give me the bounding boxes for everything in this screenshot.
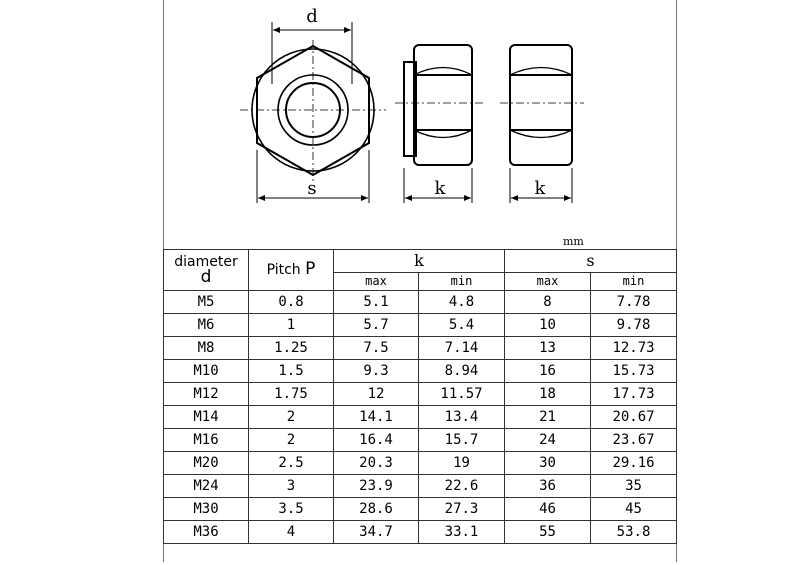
table-row [164, 337, 677, 360]
cell-pitch: 3.5 [249, 498, 334, 521]
table-row [164, 360, 677, 383]
cell-s-min: 12.73 [591, 337, 677, 360]
table-row [164, 291, 677, 314]
cell-k-max: 5.7 [334, 314, 419, 337]
header-k-min: min [419, 273, 505, 291]
cell-k-max: 28.6 [334, 498, 419, 521]
cell-s-min: 23.67 [591, 429, 677, 452]
cell-k-max: 5.1 [334, 291, 419, 314]
cell-s-max: 24 [505, 429, 591, 452]
cell-s-min: 15.73 [591, 360, 677, 383]
cell-s-min: 7.78 [591, 291, 677, 314]
cell-s-max: 8 [505, 291, 591, 314]
cell-pitch: 1.75 [249, 383, 334, 406]
header-d-symbol: d [200, 266, 212, 287]
nut-dimension-table [163, 249, 677, 544]
hex-nut-technical-drawing [0, 0, 800, 250]
cell-k-min: 33.1 [419, 521, 505, 544]
cell-k-min: 11.57 [419, 383, 505, 406]
table-row [164, 521, 677, 544]
cell-size: M36 [164, 521, 249, 544]
header-s-group: s [505, 250, 677, 273]
cell-pitch: 2 [249, 429, 334, 452]
cell-s-max: 16 [505, 360, 591, 383]
header-pitch-label: Pitch [266, 262, 301, 278]
front-view [240, 22, 386, 203]
cell-k-min: 22.6 [419, 475, 505, 498]
cell-k-max: 9.3 [334, 360, 419, 383]
cell-size: M8 [164, 337, 249, 360]
cell-size: M30 [164, 498, 249, 521]
cell-size: M10 [164, 360, 249, 383]
cell-pitch: 0.8 [249, 291, 334, 314]
cell-k-min: 5.4 [419, 314, 505, 337]
cell-size: M24 [164, 475, 249, 498]
cell-k-min: 8.94 [419, 360, 505, 383]
unit-label: mm [563, 235, 584, 248]
cell-s-max: 55 [505, 521, 591, 544]
header-diameter [164, 250, 249, 291]
k-dimension-label-plain: k [534, 178, 546, 199]
table-row [164, 452, 677, 475]
header-k-group: k [334, 250, 505, 273]
cell-size: M20 [164, 452, 249, 475]
table-row [164, 475, 677, 498]
cell-s-max: 46 [505, 498, 591, 521]
cell-k-min: 15.7 [419, 429, 505, 452]
header-diameter-label: diameter [174, 253, 238, 270]
cell-k-max: 7.5 [334, 337, 419, 360]
cell-pitch: 1 [249, 314, 334, 337]
cell-k-max: 16.4 [334, 429, 419, 452]
k-dimension-label-side: k [434, 178, 446, 199]
cell-pitch: 2.5 [249, 452, 334, 475]
cell-k-max: 34.7 [334, 521, 419, 544]
cell-s-max: 13 [505, 337, 591, 360]
cell-size: M6 [164, 314, 249, 337]
cell-s-max: 36 [505, 475, 591, 498]
cell-k-max: 14.1 [334, 406, 419, 429]
cell-size: M16 [164, 429, 249, 452]
cell-k-max: 23.9 [334, 475, 419, 498]
cell-s-min: 17.73 [591, 383, 677, 406]
header-p-symbol: P [305, 259, 316, 279]
cell-k-min: 19 [419, 452, 505, 475]
cell-pitch: 4 [249, 521, 334, 544]
cell-pitch: 1.25 [249, 337, 334, 360]
cell-s-min: 29.16 [591, 452, 677, 475]
table-row [164, 383, 677, 406]
cell-s-max: 30 [505, 452, 591, 475]
header-s-max: max [505, 273, 591, 291]
cell-k-min: 4.8 [419, 291, 505, 314]
table-row [164, 406, 677, 429]
cell-s-min: 9.78 [591, 314, 677, 337]
header-s-min: min [591, 273, 677, 291]
cell-k-max: 12 [334, 383, 419, 406]
cell-k-min: 27.3 [419, 498, 505, 521]
table-row [164, 429, 677, 452]
cell-pitch: 1.5 [249, 360, 334, 383]
cell-size: M5 [164, 291, 249, 314]
cell-s-max: 18 [505, 383, 591, 406]
cell-k-max: 20.3 [334, 452, 419, 475]
cell-s-min: 45 [591, 498, 677, 521]
cell-s-min: 35 [591, 475, 677, 498]
table-row [164, 314, 677, 337]
cell-size: M14 [164, 406, 249, 429]
table-header-row [164, 250, 677, 273]
cell-size: M12 [164, 383, 249, 406]
cell-k-min: 7.14 [419, 337, 505, 360]
cell-k-min: 13.4 [419, 406, 505, 429]
cell-s-min: 53.8 [591, 521, 677, 544]
header-pitch [249, 250, 334, 291]
cell-pitch: 3 [249, 475, 334, 498]
cell-s-max: 10 [505, 314, 591, 337]
d-dimension-label: d [306, 6, 318, 27]
cell-pitch: 2 [249, 406, 334, 429]
table-row [164, 498, 677, 521]
cell-s-max: 21 [505, 406, 591, 429]
header-k-max: max [334, 273, 419, 291]
s-dimension-label: s [307, 178, 317, 199]
cell-s-min: 20.67 [591, 406, 677, 429]
